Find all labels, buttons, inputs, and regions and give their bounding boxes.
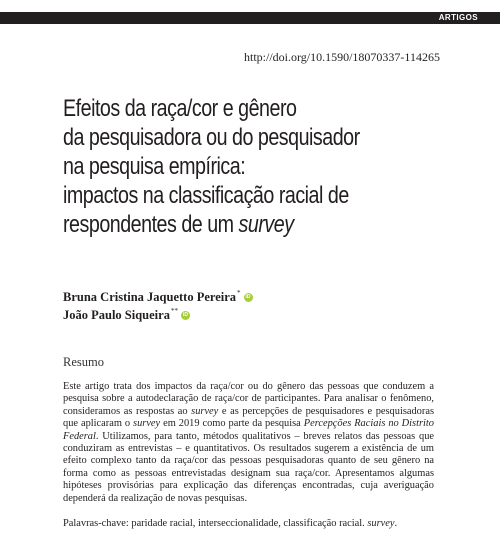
keywords-text: Palavras-chave: paridade racial, interseccionalidade, classificação racial. [63, 518, 368, 529]
author [63, 288, 253, 306]
author-name: Bruna Cristina Jaquetto Pereira [63, 290, 237, 304]
keywords-end: . [394, 518, 398, 529]
title-line: da pesquisadora ou do pesquisador [63, 124, 360, 151]
abstract-text: e as percepções de pesquisadores e pesquisadoras que aplicaram o [63, 405, 434, 430]
keywords-emphasis: survey [367, 518, 395, 529]
abstract-text: . Utilizamos, para tanto, métodos qualitativos – breves relatos das pessoas que conduziram as entrevistas – e quantitativos. Os resultados sugerem a existência de um efeito complexo tanto da raça/cor das pessoas pesquisadoras quanto de seu gênero na forma como as pessoas entrevistadas designam sua raça/cor. Apresentamos algumas hipóteses provisórias para explicação das diferenças encontradas, cuja averiguação dependerá da realização de novas pesquisas. [63, 430, 434, 504]
doi-link[interactable]: http://doi.org/10.1590/18070337-114265 [243, 50, 440, 64]
author-name: João Paulo Siqueira [63, 308, 170, 322]
article-title [63, 94, 407, 239]
title-emphasis: survey [238, 211, 294, 238]
author [63, 306, 253, 324]
abstract-heading: Resumo [63, 355, 104, 369]
orcid-icon[interactable] [244, 293, 253, 302]
affiliation-mark: ** [170, 307, 178, 315]
section-label: ARTIGOS [438, 13, 478, 22]
author-list [63, 288, 253, 324]
abstract-text: em 2019 como parte da pesquisa [160, 418, 304, 430]
section-bar [0, 12, 500, 24]
abstract-emphasis: survey [133, 418, 161, 430]
abstract-emphasis: survey [191, 405, 219, 417]
keywords [63, 518, 443, 530]
title-line-last [63, 210, 407, 239]
abstract-emphasis: Percepções Raciais no Distrito Federal [63, 418, 434, 442]
title-line: na pesquisa empírica: [63, 153, 246, 180]
title-text: respondentes de um [63, 211, 234, 238]
title-line: Efeitos da raça/cor e gênero [63, 95, 297, 122]
title-line: impactos na classificação racial de [63, 182, 349, 209]
abstract-body [63, 381, 434, 505]
orcid-icon[interactable] [181, 311, 190, 320]
abstract-text: Este artigo trata dos impactos da raça/cor ou do gênero das pessoas que conduzem a pesquisa sobre a autodeclaração de raça/cor de participantes. Para analisar o fenômeno, consideramos as respostas ao [63, 381, 434, 417]
affiliation-mark: * [237, 289, 241, 297]
